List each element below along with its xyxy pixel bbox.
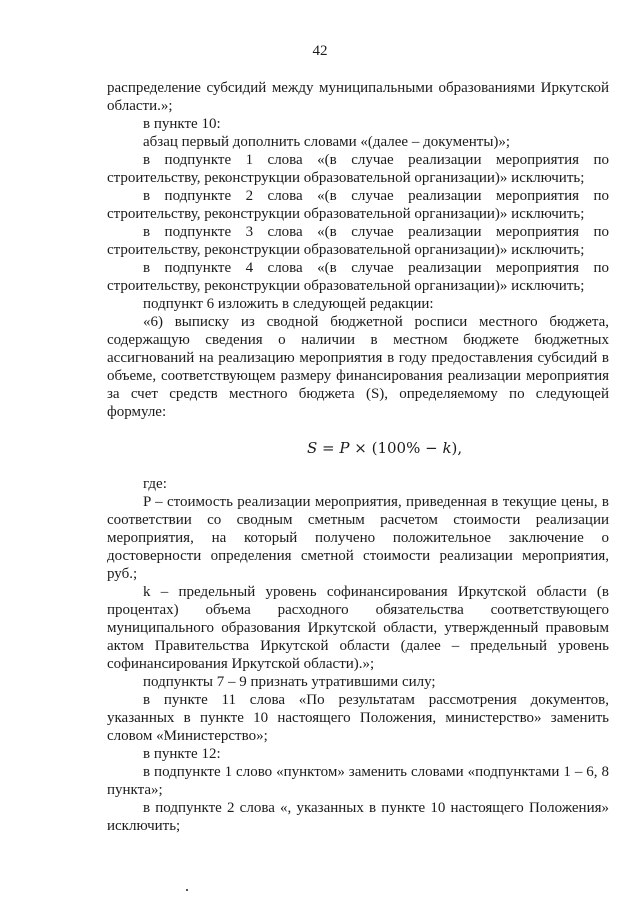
formula-equals: = bbox=[317, 439, 340, 457]
paragraph: подпункт 6 изложить в следующей редакции: bbox=[143, 296, 434, 312]
formula-hundred-percent: 100% bbox=[377, 439, 421, 457]
paragraph: «6) выписку из сводной бюджетной росписи местного бюджета, содержащую сведения о наличии в местном бюджете бюджетных ассигнований на реализацию мероприятия в году предоставления субсидий в объеме, соответствующем размеру финансирования реализации мероприятия за счет средств местного бюджета (S), определяемому по следующей формуле: bbox=[107, 314, 609, 420]
formula-p: P bbox=[339, 439, 350, 457]
paragraph: в подпункте 4 слова «(в случае реализации мероприятия по строительству, реконструкции образовательной организации)» исключить; bbox=[107, 260, 609, 294]
paragraph: подпункты 7 – 9 признать утратившими силу; bbox=[143, 674, 436, 690]
paragraph: в подпункте 3 слова «(в случае реализации мероприятия по строительству, реконструкции образовательной организации)» исключить; bbox=[107, 224, 609, 258]
formula-open-paren: ( bbox=[371, 439, 378, 457]
paragraph: в пункте 11 слова «По результатам рассмотрения документов, указанных в пункте 10 настоящего Положения, министерство» заменить словом «Министерство»; bbox=[107, 692, 609, 744]
paragraph: в пункте 12: bbox=[143, 746, 221, 762]
formula-minus: − bbox=[420, 439, 443, 457]
scan-speck bbox=[186, 889, 188, 891]
paragraph: распределение субсидий между муниципальными образованиями Иркутской области.»; bbox=[107, 80, 609, 114]
paragraph: абзац первый дополнить словами «(далее – документы)»; bbox=[143, 134, 511, 150]
paragraph: в подпункте 1 слово «пунктом» заменить словами «подпунктами 1 – 6, 8 пункта»; bbox=[107, 764, 609, 798]
formula-times: × bbox=[349, 439, 372, 457]
formula bbox=[107, 439, 609, 457]
formula-k: k bbox=[442, 439, 452, 457]
paragraph: где: bbox=[143, 476, 167, 492]
paragraph: в пункте 10: bbox=[143, 116, 221, 132]
paragraph: в подпункте 1 слова «(в случае реализации мероприятия по строительству, реконструкции образовательной организации)» исключить; bbox=[107, 152, 609, 186]
formula-close-paren: ), bbox=[451, 439, 463, 457]
formula-s: S bbox=[307, 439, 318, 457]
paragraph: в подпункте 2 слова «, указанных в пункте 10 настоящего Положения» исключить; bbox=[107, 800, 609, 834]
paragraph: k – предельный уровень софинансирования Иркутской области (в процентах) объема расходного обязательства соответствующего муниципального образования Иркутской области, утвержденный правовым актом Правительства Иркутской области (далее – предельный уровень софинансирования Иркутской области).»; bbox=[107, 584, 609, 672]
paragraph: P – стоимость реализации мероприятия, приведенная в текущие цены, в соответствии со сводным сметным расчетом стоимости реализации мероприятия, на который получено положительное заключение о достоверности определения сметной стоимости реализации мероприятия, руб.; bbox=[107, 494, 609, 582]
paragraph: в подпункте 2 слова «(в случае реализации мероприятия по строительству, реконструкции образовательной организации)» исключить; bbox=[107, 188, 609, 222]
page-number: 42 bbox=[312, 43, 328, 59]
document-body bbox=[107, 79, 609, 835]
